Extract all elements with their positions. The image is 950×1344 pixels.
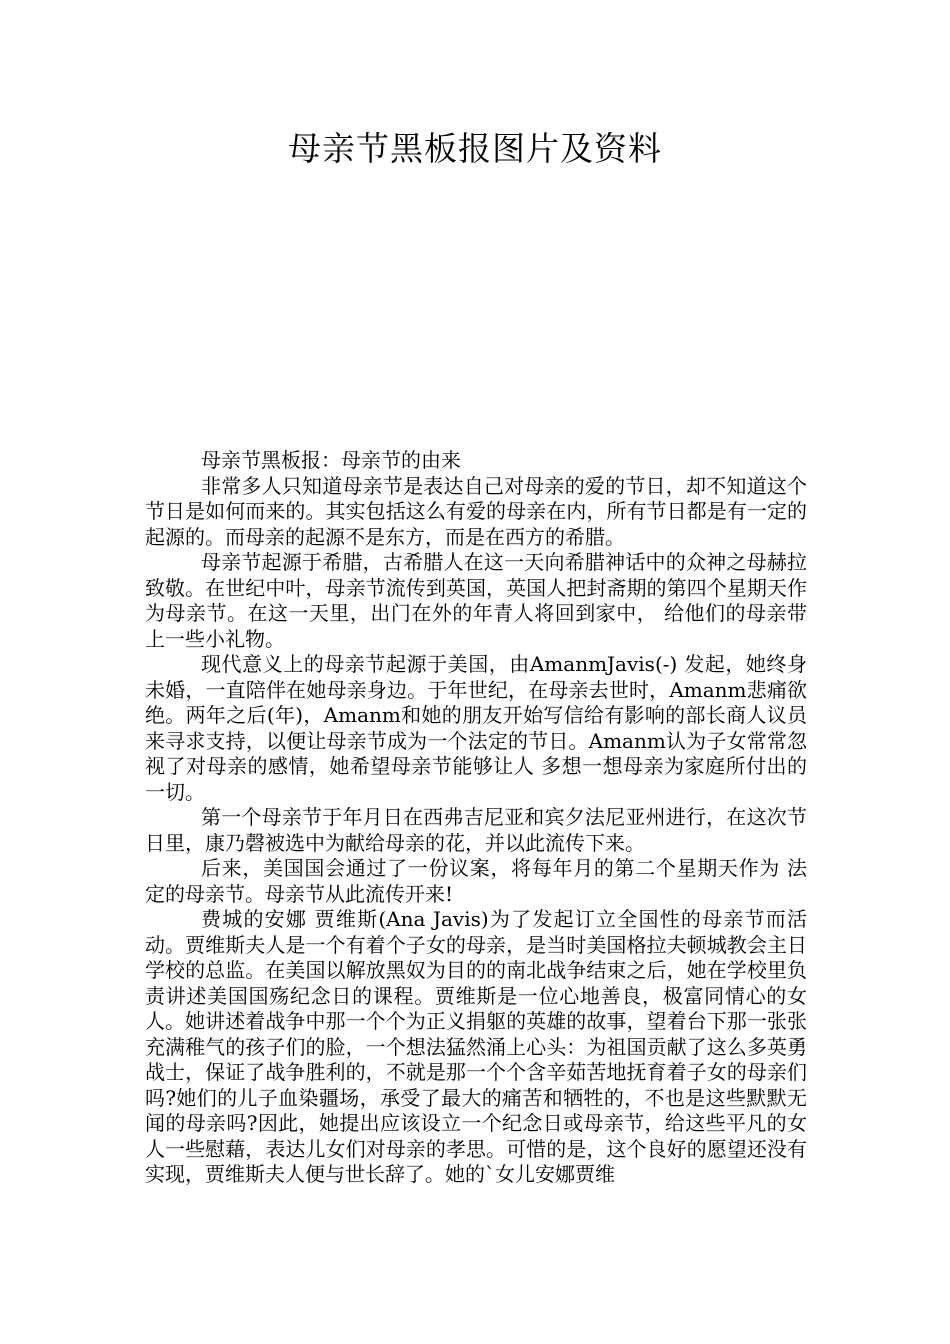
paragraph: 非常多人只知道母亲节是表达自己对母亲的爱的节日，却不知道这个节日是如何而来的。其实包括这么有爱的母亲在内，所有节日都是有一定的起源的。而母亲的起源不是东方，而是在西方的希腊。 — [145, 473, 807, 549]
paragraph: 费城的安娜 贾维斯(Ana Javis)为了发起订立全国性的母亲节而活动。贾维斯夫人是一个有着个子女的母亲，是当时美国格拉夫顿城教会主日学校的总监。在美国以解放黑奴为目的的南北战争结束之后，她在学校里负责讲述美国国殇纪念日的课程。贾维斯是一位心地善良，极富同情心的女人。她讲述着战争中那一个个为正义捐躯的英雄的故事，望着台下那一张张充满稚气的孩子们的脸，一个想法猛然涌上心头：为祖国贡献了这么多英勇战士，保证了战争胜利的，不就是那一个个含辛茹苦地抚育着子女的母亲们吗?她们的儿子血染疆场，承受了最大的痛苦和牺牲的，不也是这些默默无闻的母亲吗?因此，她提出应该设立一个纪念日或母亲节，给这些平凡的女人一些慰藉，表达儿女们对母亲的孝思。可惜的是，这个良好的愿望还没有实现，贾维斯夫人便与世长辞了。她的`女儿安娜贾维 — [145, 907, 807, 1186]
section-heading: 母亲节黑板报：母亲节的由来 — [201, 448, 461, 472]
document-body — [145, 448, 807, 1188]
paragraph: 母亲节起源于希腊，古希腊人在这一天向希腊神话中的众神之母赫拉致敬。在世纪中叶，母亲节流传到英国，英国人把封斋期的第四个星期天作为母亲节。在这一天里，出门在外的年青人将回到家中， 给他们的母亲带上一些小礼物。 — [145, 550, 807, 651]
paragraph: 后来，美国国会通过了一份议案，将每年月的第二个星期天作为 法定的母亲节。母亲节从此流传开来! — [145, 856, 807, 906]
paragraph: 现代意义上的母亲节起源于美国，由AmanmJavis(-) 发起，她终身未婚，一直陪伴在她母亲身边。于年世纪，在母亲去世时，Amanm悲痛欲绝。两年之后(年)，Amanm和她的朋友开始写信给有影响的部长商人议员来寻求支持，以便让母亲节成为一个法定的节日。Amanm认为子女常常忽视了对母亲的感情，她希望母亲节能够让人 多想一想母亲为家庭所付出的一切。 — [145, 652, 807, 804]
paragraph: 第一个母亲节于年月日在西弗吉尼亚和宾夕法尼亚州进行，在这次节日里，康乃磬被选中为献给母亲的花，并以此流传下来。 — [145, 805, 807, 855]
document-title: 母亲节黑板报图片及资料 — [288, 129, 662, 168]
